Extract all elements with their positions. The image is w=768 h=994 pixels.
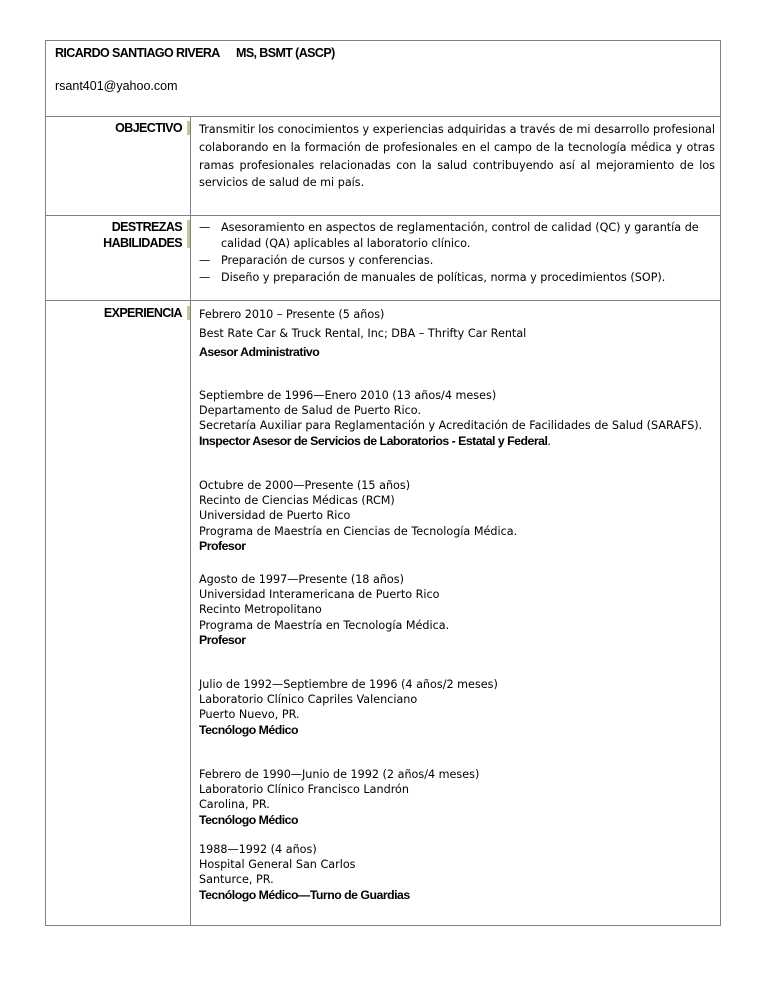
entry-role: Tecnólogo Médico: [199, 812, 299, 827]
entry-line: Laboratorio Clínico Capriles Valenciano: [199, 693, 418, 707]
entry-line: Departamento de Salud de Puerto Rico.: [199, 404, 421, 418]
objective-text: Transmitir los conocimientos y experiencias adquiridas a través de mi desarrollo profesional colaborando en la formación de profesionales en el campo de la tecnología médica y otras ramas profesionales relacionadas con la salud contribuyendo así al mejoramiento de los servicios de salud de mi país.: [199, 123, 715, 190]
applicant-credentials: MS, BSMT (ASCP): [236, 46, 335, 60]
skills-item: [199, 220, 717, 252]
skills-item-text: Preparación de cursos y conferencias.: [221, 254, 434, 267]
entry-date: 1988—1992 (4 años): [199, 843, 317, 856]
entry-line: Recinto Metropolitano: [199, 603, 322, 617]
bullet-dash: —: [199, 271, 211, 284]
entry-line: Puerto Nuevo, PR.: [199, 708, 300, 722]
experience-entry: [199, 388, 719, 449]
entry-role: Inspector Asesor de Servicios de Laboratorios - Estatal y Federal: [199, 433, 548, 448]
entry-role: Tecnólogo Médico—Turno de Guardias: [199, 887, 410, 902]
skills-label: [103, 220, 182, 251]
entry-role: Asesor Administrativo: [199, 345, 320, 359]
entry-line: Secretaría Auxiliar para Reglamentación y Acreditación de Facilidades de Salud (SARAFS).: [199, 419, 703, 433]
skills-item-text: Asesoramiento en aspectos de reglamentación, control de calidad (QC) y garantía de calidad (QA) aplicables al laboratorio clínico.: [221, 221, 699, 250]
row-divider: [45, 116, 721, 117]
experience-label: EXPERIENCIA: [103, 306, 182, 320]
entry-line: Hospital General San Carlos: [199, 858, 356, 872]
entry-line: Santurce, PR.: [199, 873, 274, 887]
skills-label-line1: DESTREZAS: [111, 220, 182, 234]
entry-line: Universidad Interamericana de Puerto Rico: [199, 588, 440, 602]
entry-line: Laboratorio Clínico Francisco Landrón: [199, 783, 409, 797]
entry-role-row: [199, 434, 719, 449]
skills-item: [199, 270, 717, 286]
entry-date: Septiembre de 1996—Enero 2010 (13 años/4 meses): [199, 389, 497, 402]
experience-entry: [199, 305, 719, 362]
entry-role: Profesor: [199, 632, 246, 647]
entry-line: Best Rate Car & Truck Rental, Inc; DBA – Thrifty Car Rental: [199, 327, 527, 340]
label-accent-bar: [187, 121, 190, 135]
column-divider: [190, 116, 191, 926]
bullet-dash: —: [199, 254, 211, 267]
skills-list: [199, 220, 717, 286]
objective-label: OBJECTIVO: [115, 121, 182, 135]
entry-date: Octubre de 2000—Presente (15 años): [199, 479, 411, 492]
skills-item: [199, 253, 717, 269]
experience-entry: [199, 842, 719, 903]
entry-role: Profesor: [199, 538, 246, 553]
applicant-email: rsant401@yahoo.com: [55, 79, 178, 93]
entry-line: Universidad de Puerto Rico: [199, 509, 351, 523]
entry-line: Recinto de Ciencias Médicas (RCM): [199, 494, 395, 508]
applicant-name: RICARDO SANTIAGO RIVERA: [55, 46, 220, 60]
label-accent-bar: [187, 220, 190, 248]
experience-entry: [199, 767, 719, 828]
experience-entry: [199, 677, 719, 738]
entry-line: Programa de Maestría en Tecnología Médica.: [199, 618, 450, 632]
entry-role-suffix: .: [547, 434, 551, 448]
experience-entry: [199, 478, 719, 554]
row-divider: [45, 215, 721, 216]
entry-line: Carolina, PR.: [199, 798, 270, 812]
entry-role: Tecnólogo Médico: [199, 722, 299, 737]
skills-item-text: Diseño y preparación de manuales de políticas, norma y procedimientos (SOP).: [221, 271, 666, 284]
entry-date: Agosto de 1997—Presente (18 años): [199, 573, 404, 586]
experience-entry: [199, 572, 719, 648]
label-accent-bar: [187, 306, 190, 320]
skills-label-line2: HABILIDADES: [103, 235, 182, 250]
entry-date: Febrero 2010 – Presente (5 años): [199, 308, 385, 321]
entry-line: Programa de Maestría en Ciencias de Tecnología Médica.: [199, 524, 518, 538]
bullet-dash: —: [199, 221, 211, 234]
entry-date: Julio de 1992—Septiembre de 1996 (4 años/2 meses): [199, 678, 498, 691]
row-divider: [45, 300, 721, 301]
entry-date: Febrero de 1990—Junio de 1992 (2 años/4 meses): [199, 768, 480, 781]
